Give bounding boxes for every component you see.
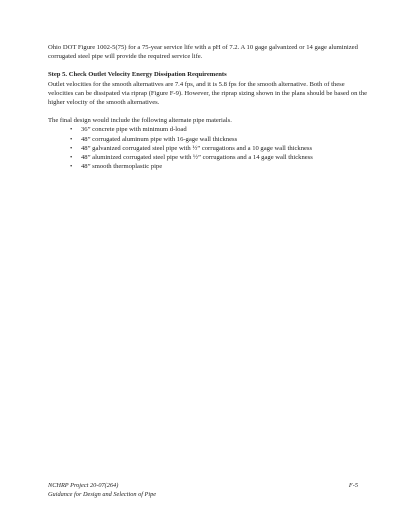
footer-project: NCHRP Project 20-07(264) (48, 482, 119, 489)
page-body (48, 43, 368, 171)
materials-list (48, 125, 368, 171)
bullet-icon: • (70, 163, 73, 171)
list-item (70, 135, 368, 144)
list-item-text: 48” galvanized corrugated steel pipe with ½” corrugations and a 10 gage wall thickness (81, 144, 313, 152)
bullet-icon: • (70, 135, 73, 143)
list-item-text: 36” concrete pipe with minimum d-load (81, 126, 187, 134)
bullet-icon: • (70, 144, 73, 152)
step5-heading: Step 5. Check Outlet Velocity Energy Dissipation Requirements (48, 71, 227, 79)
list-item-text: 48” smooth thermoplastic pipe (81, 163, 163, 171)
list-item (70, 125, 368, 134)
footer-guidance: Guidance for Design and Selection of Pipe (48, 490, 157, 498)
list-item (70, 144, 368, 153)
page-footer (48, 482, 358, 499)
bullet-icon: • (70, 126, 73, 134)
intro-paragraph: Ohio DOT Figure 1002-5(75) for a 75-year service life with a pH of 7.2. A 10 gage galvanized or 14 gage aluminized corrugated steel pipe will provide the required service life. (48, 44, 358, 61)
list-item-text: 48” aluminized corrugated steel pipe with ½” corrugations and a 14 gage wall thickness (81, 154, 313, 162)
final-design-paragraph: The final design would include the following alternate pipe materials. (48, 117, 232, 125)
footer-page-number: F-5 (348, 482, 358, 489)
list-item (70, 153, 368, 162)
list-item (70, 162, 368, 171)
bullet-icon: • (70, 154, 73, 162)
step5-paragraph: Outlet velocities for the smooth alternatives are 7.4 fps, and it is 5.8 fps for the smooth alternative. Both of these velocities can be dissipated via riprap (Figure F-9). However, the riprap sizing shown in the plans should be based on the higher velocity of the smooth alternatives. (48, 80, 368, 107)
list-item-text: 48” corrugated aluminum pipe with 16-gage wall thickness (81, 135, 238, 143)
